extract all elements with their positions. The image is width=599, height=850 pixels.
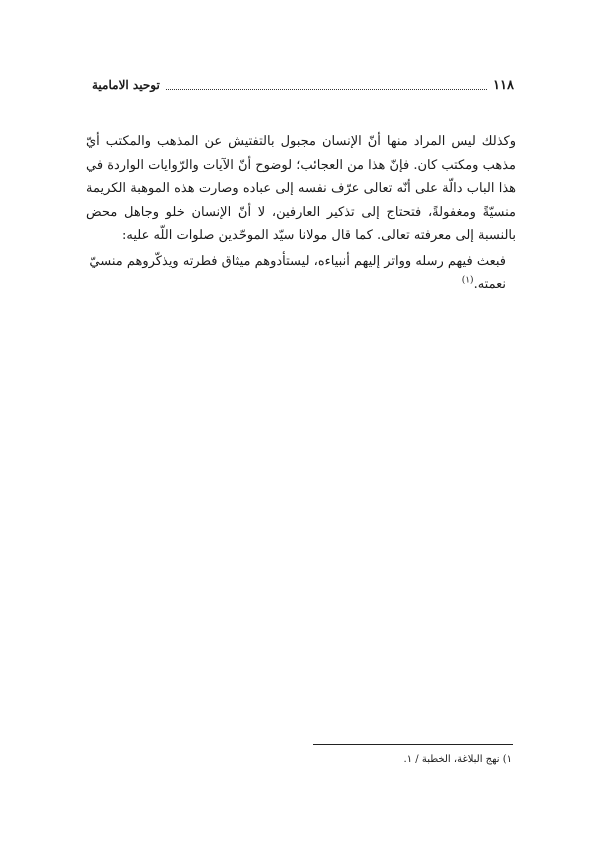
page-header	[92, 74, 514, 96]
footnote-separator	[313, 744, 513, 745]
running-title: توحيد الامامية	[92, 78, 160, 92]
main-text	[86, 130, 516, 297]
footnote: ١) نهج البلاغة، الخطبة / ١.	[403, 754, 512, 765]
footnote-marker: (١)	[461, 275, 474, 286]
quotation-text: فبعث فيهم رسله وواتر إليهم أنبياءه، ليستأدوهم ميثاق فطرته ويذكّروهم منسيّ نعمته.	[89, 253, 506, 292]
quotation	[86, 250, 516, 297]
paragraph: وكذلك ليس المراد منها أنّ الإنسان مجبول بالتفتيش عن المذهب والمكتب أيّ مذهب ومكتب كان. فإنّ هذا من العجائب؛ لوضوح أنّ الآيات والرّوايات الواردة في هذا الباب دالّة على أنّه تعالى عرّف نفسه إلى عباده وصارت هذه الموهبة الكريمة منسيّةً ومغفولةً، فتحتاج إلى تذكير العارفين، لا أنّ الإنسان خلو وجاهل محض بالنسبة إلى معرفته تعالى. كما قال مولانا سيّد الموحّدين صلوات اللّه عليه:	[86, 134, 516, 243]
dot-leader	[166, 89, 487, 90]
page-number: ١١٨	[493, 77, 514, 93]
